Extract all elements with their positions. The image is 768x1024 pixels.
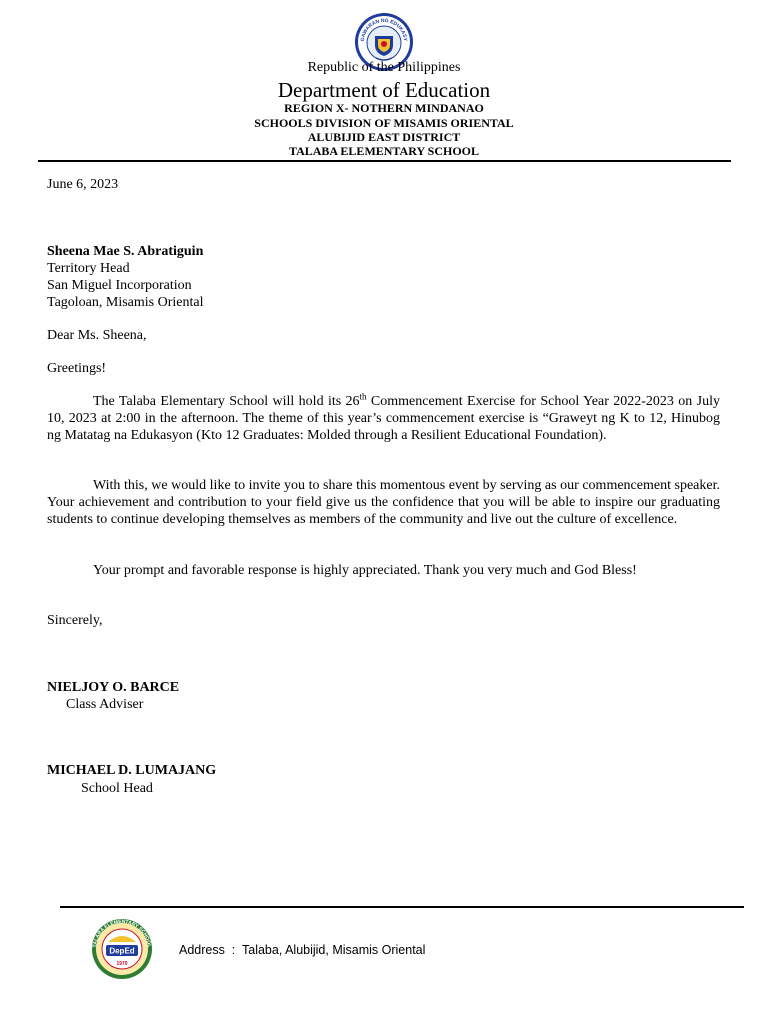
logo-school-text: TALABA ELEMENTARY SCHOOL bbox=[92, 918, 152, 948]
salutation: Dear Ms. Sheena, bbox=[47, 328, 147, 343]
paragraph1-after: Commencement Exercise for School Year 2022-2023 on July 10, 2023 at 2:00 in the afternoon. The theme of this year’s commencement exercise is “Graweyt ng K to 12, Hinubog ng Matatag na Edukasyon (Kto 12 Graduates: Molded through a Resilient Educational Foundation). bbox=[47, 394, 720, 443]
paragraph3-text: Your prompt and favorable response is highly appreciated. Thank you very much and God Bless! bbox=[93, 563, 637, 578]
paragraph-invitation-request bbox=[47, 477, 720, 528]
header-district: ALUBIJID EAST DISTRICT bbox=[307, 130, 461, 144]
recipient-location: Tagoloan, Misamis Oriental bbox=[47, 295, 204, 310]
header-department: Department of Education bbox=[277, 78, 491, 102]
header-region: REGION X- NOTHERN MINDANAO bbox=[284, 101, 484, 115]
greeting: Greetings! bbox=[47, 361, 107, 376]
paragraph2-text: With this, we would like to invite you to share this momentous event by serving as our commencement speaker. Your achievement and contribution to your field give us the confidence that you will be able to inspire our graduating students to continue developing themselves as members of the community and live out the culture of excellence. bbox=[47, 478, 720, 527]
recipient-company: San Miguel Incorporation bbox=[47, 278, 192, 293]
logo-deped-word: DepEd bbox=[109, 946, 135, 956]
header-republic: Republic of the Philippines bbox=[307, 60, 461, 75]
signatory2-title: School Head bbox=[81, 781, 153, 796]
paragraph-invitation-details bbox=[47, 393, 720, 444]
paragraph1-superscript: th bbox=[359, 391, 367, 402]
recipient-name: Sheena Mae S. Abratiguin bbox=[47, 244, 204, 259]
recipient-position: Territory Head bbox=[47, 261, 130, 276]
seal-text: GAWARAN NG EDUKASY bbox=[359, 17, 409, 42]
letter-date: June 6, 2023 bbox=[47, 177, 119, 192]
closing: Sincerely, bbox=[47, 613, 103, 628]
logo-year: 1970 bbox=[116, 961, 128, 967]
recipient-block bbox=[47, 243, 204, 311]
signatory1-name: NIELJOY O. BARCE bbox=[47, 680, 180, 695]
signatory2-name: MICHAEL D. LUMAJANG bbox=[47, 763, 217, 778]
signatory1-title: Class Adviser bbox=[66, 697, 144, 712]
paragraph1-before: The Talaba Elementary School will hold its 26 bbox=[93, 394, 360, 409]
header-divider bbox=[38, 160, 731, 162]
footer-divider bbox=[60, 906, 744, 908]
paragraph-thanks bbox=[47, 562, 720, 579]
footer-address: Address : Talaba, Alubijid, Misamis Oriental bbox=[179, 943, 426, 957]
school-logo bbox=[86, 918, 158, 980]
header-division: SCHOOLS DIVISION OF MISAMIS ORIENTAL bbox=[254, 116, 514, 130]
header-school: TALABA ELEMENTARY SCHOOL bbox=[288, 144, 480, 158]
